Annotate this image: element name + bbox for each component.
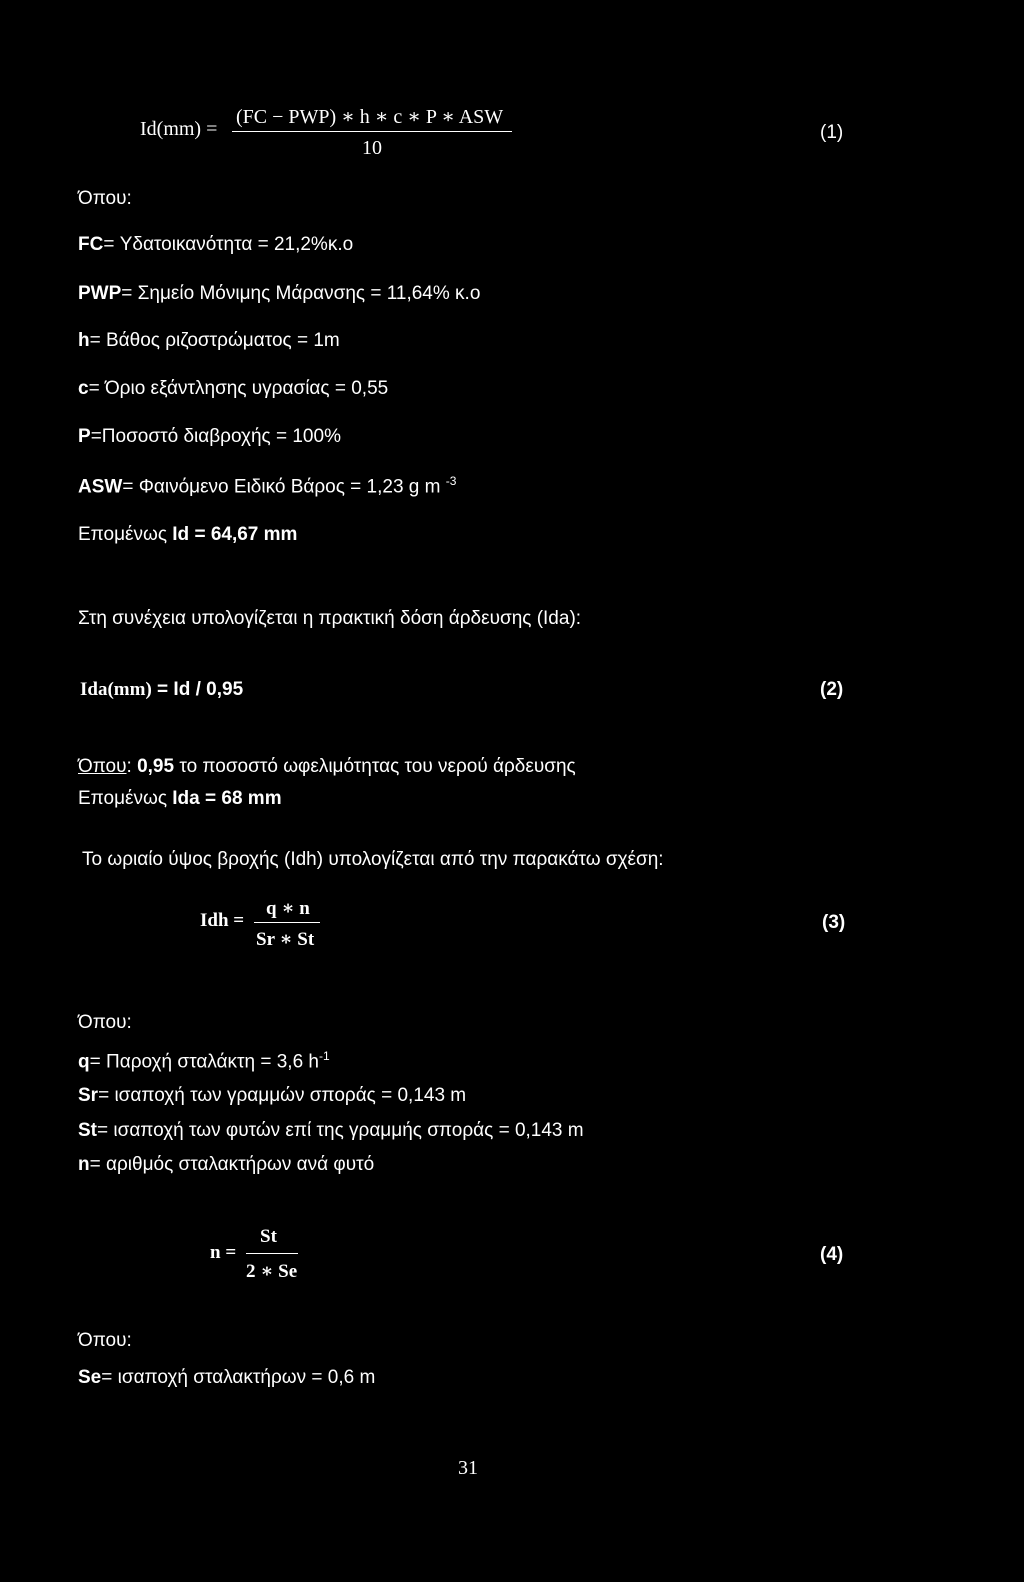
eq4-number: (4)	[820, 1244, 844, 1265]
def-symbol: P	[78, 426, 91, 447]
def-symbol: n	[78, 1154, 90, 1175]
eq1-number: (1)	[820, 122, 844, 143]
eq1-denominator: 10	[362, 137, 382, 159]
def-pwp	[78, 283, 480, 305]
def-text: = Όριο εξάντλησης υγρασίας = 0,55	[88, 378, 389, 399]
eq2-lhs: Ida(mm)	[80, 679, 152, 700]
where-label-3: Όπου:	[78, 1012, 132, 1033]
intro-idh: Το ωριαίο ύψος βροχής (Idh) υπολογίζεται από την παρακάτω σχέση:	[82, 849, 664, 870]
def-q	[78, 1049, 330, 1073]
def-c	[78, 378, 388, 400]
def-text: = Βάθος ριζοστρώματος = 1m	[89, 330, 340, 351]
eq2-rhs: = Id / 0,95	[151, 679, 244, 700]
eq3-numerator: q ∗ n	[266, 898, 310, 919]
def-text: = Παροχή σταλάκτη = 3,6 h	[89, 1051, 320, 1073]
page-number: 31	[458, 1457, 478, 1479]
def-text: = Φαινόμενο Ειδικό Βάρος = 1,23 g m	[122, 476, 441, 498]
eq1-numerator: (FC − PWP) ∗ h ∗ c ∗ P ∗ ASW	[236, 106, 504, 128]
result-value: Ida = 68 mm	[172, 788, 282, 809]
eq3-fraction-line	[254, 922, 320, 923]
eq3-lhs: Idh =	[200, 910, 245, 931]
where-label-4: Όπου:	[78, 1330, 132, 1351]
def-symbol: FC	[78, 234, 104, 255]
def-text: = ισαποχή των γραμμών σποράς = 0,143 m	[98, 1085, 467, 1106]
eq4-lhs: n =	[210, 1242, 237, 1263]
def-asw	[78, 474, 456, 498]
def-text: = Υδατοικανότητα = 21,2%κ.ο	[103, 234, 354, 255]
def-se	[78, 1367, 375, 1389]
eq2-number: (2)	[820, 679, 844, 700]
def-text: = Σημείο Μόνιμης Μάρανσης = 11,64% κ.ο	[121, 283, 481, 304]
eq1-lhs: Id(mm) =	[140, 118, 218, 140]
eq4-denominator: 2 ∗ Se	[246, 1261, 298, 1282]
eq3-denominator: Sr ∗ St	[256, 929, 315, 950]
eq1-fraction-line	[232, 131, 512, 132]
def-symbol: Sr	[78, 1085, 99, 1106]
result-id	[78, 524, 297, 546]
intro-ida: Στη συνέχεια υπολογίζεται η πρακτική δόση άρδευσης (Ida):	[78, 608, 582, 629]
def-h	[78, 330, 340, 352]
def-p	[78, 426, 341, 448]
eq4-fraction-line	[246, 1253, 298, 1254]
def-symbol: St	[78, 1120, 97, 1141]
def-text: =Ποσοστό διαβροχής = 100%	[90, 426, 341, 447]
def-symbol: PWP	[78, 283, 122, 304]
def-text: = ισαποχή σταλακτήρων = 0,6 m	[101, 1367, 376, 1388]
result-prefix: Επομένως	[78, 524, 173, 545]
def-symbol: q	[78, 1051, 90, 1073]
def-superscript: -3	[445, 474, 457, 488]
def-n	[78, 1154, 374, 1176]
result-prefix: Επομένως	[78, 788, 173, 809]
def-symbol: Se	[78, 1367, 102, 1388]
def-st	[78, 1120, 584, 1142]
def-superscript: -1	[319, 1049, 330, 1063]
def-text: = ισαποχή των φυτών επί της γραμμής σποράς = 0,143 m	[97, 1120, 584, 1141]
result-value: Id = 64,67 mm	[172, 524, 298, 545]
efficiency-value: 0,95	[131, 756, 175, 777]
def-fc	[78, 234, 353, 256]
where-label-1: Όπου:	[78, 188, 132, 209]
def-symbol: c	[78, 378, 89, 399]
def-text: = αριθμός σταλακτήρων ανά φυτό	[89, 1154, 375, 1175]
def-sr	[78, 1085, 466, 1107]
where-label-2: Όπου	[78, 756, 127, 777]
efficiency-text: το ποσοστό ωφελιμότητας του νερού άρδευσης	[174, 756, 576, 777]
def-symbol: h	[78, 330, 90, 351]
eq2-line	[80, 679, 243, 701]
where-efficiency: Όπου: 0,95 το ποσοστό ωφελιμότητας του νερού άρδευσης	[78, 756, 576, 777]
eq4-numerator: St	[260, 1226, 277, 1247]
eq3-number: (3)	[822, 912, 846, 933]
result-ida	[78, 788, 282, 810]
def-symbol: ASW	[78, 476, 123, 498]
